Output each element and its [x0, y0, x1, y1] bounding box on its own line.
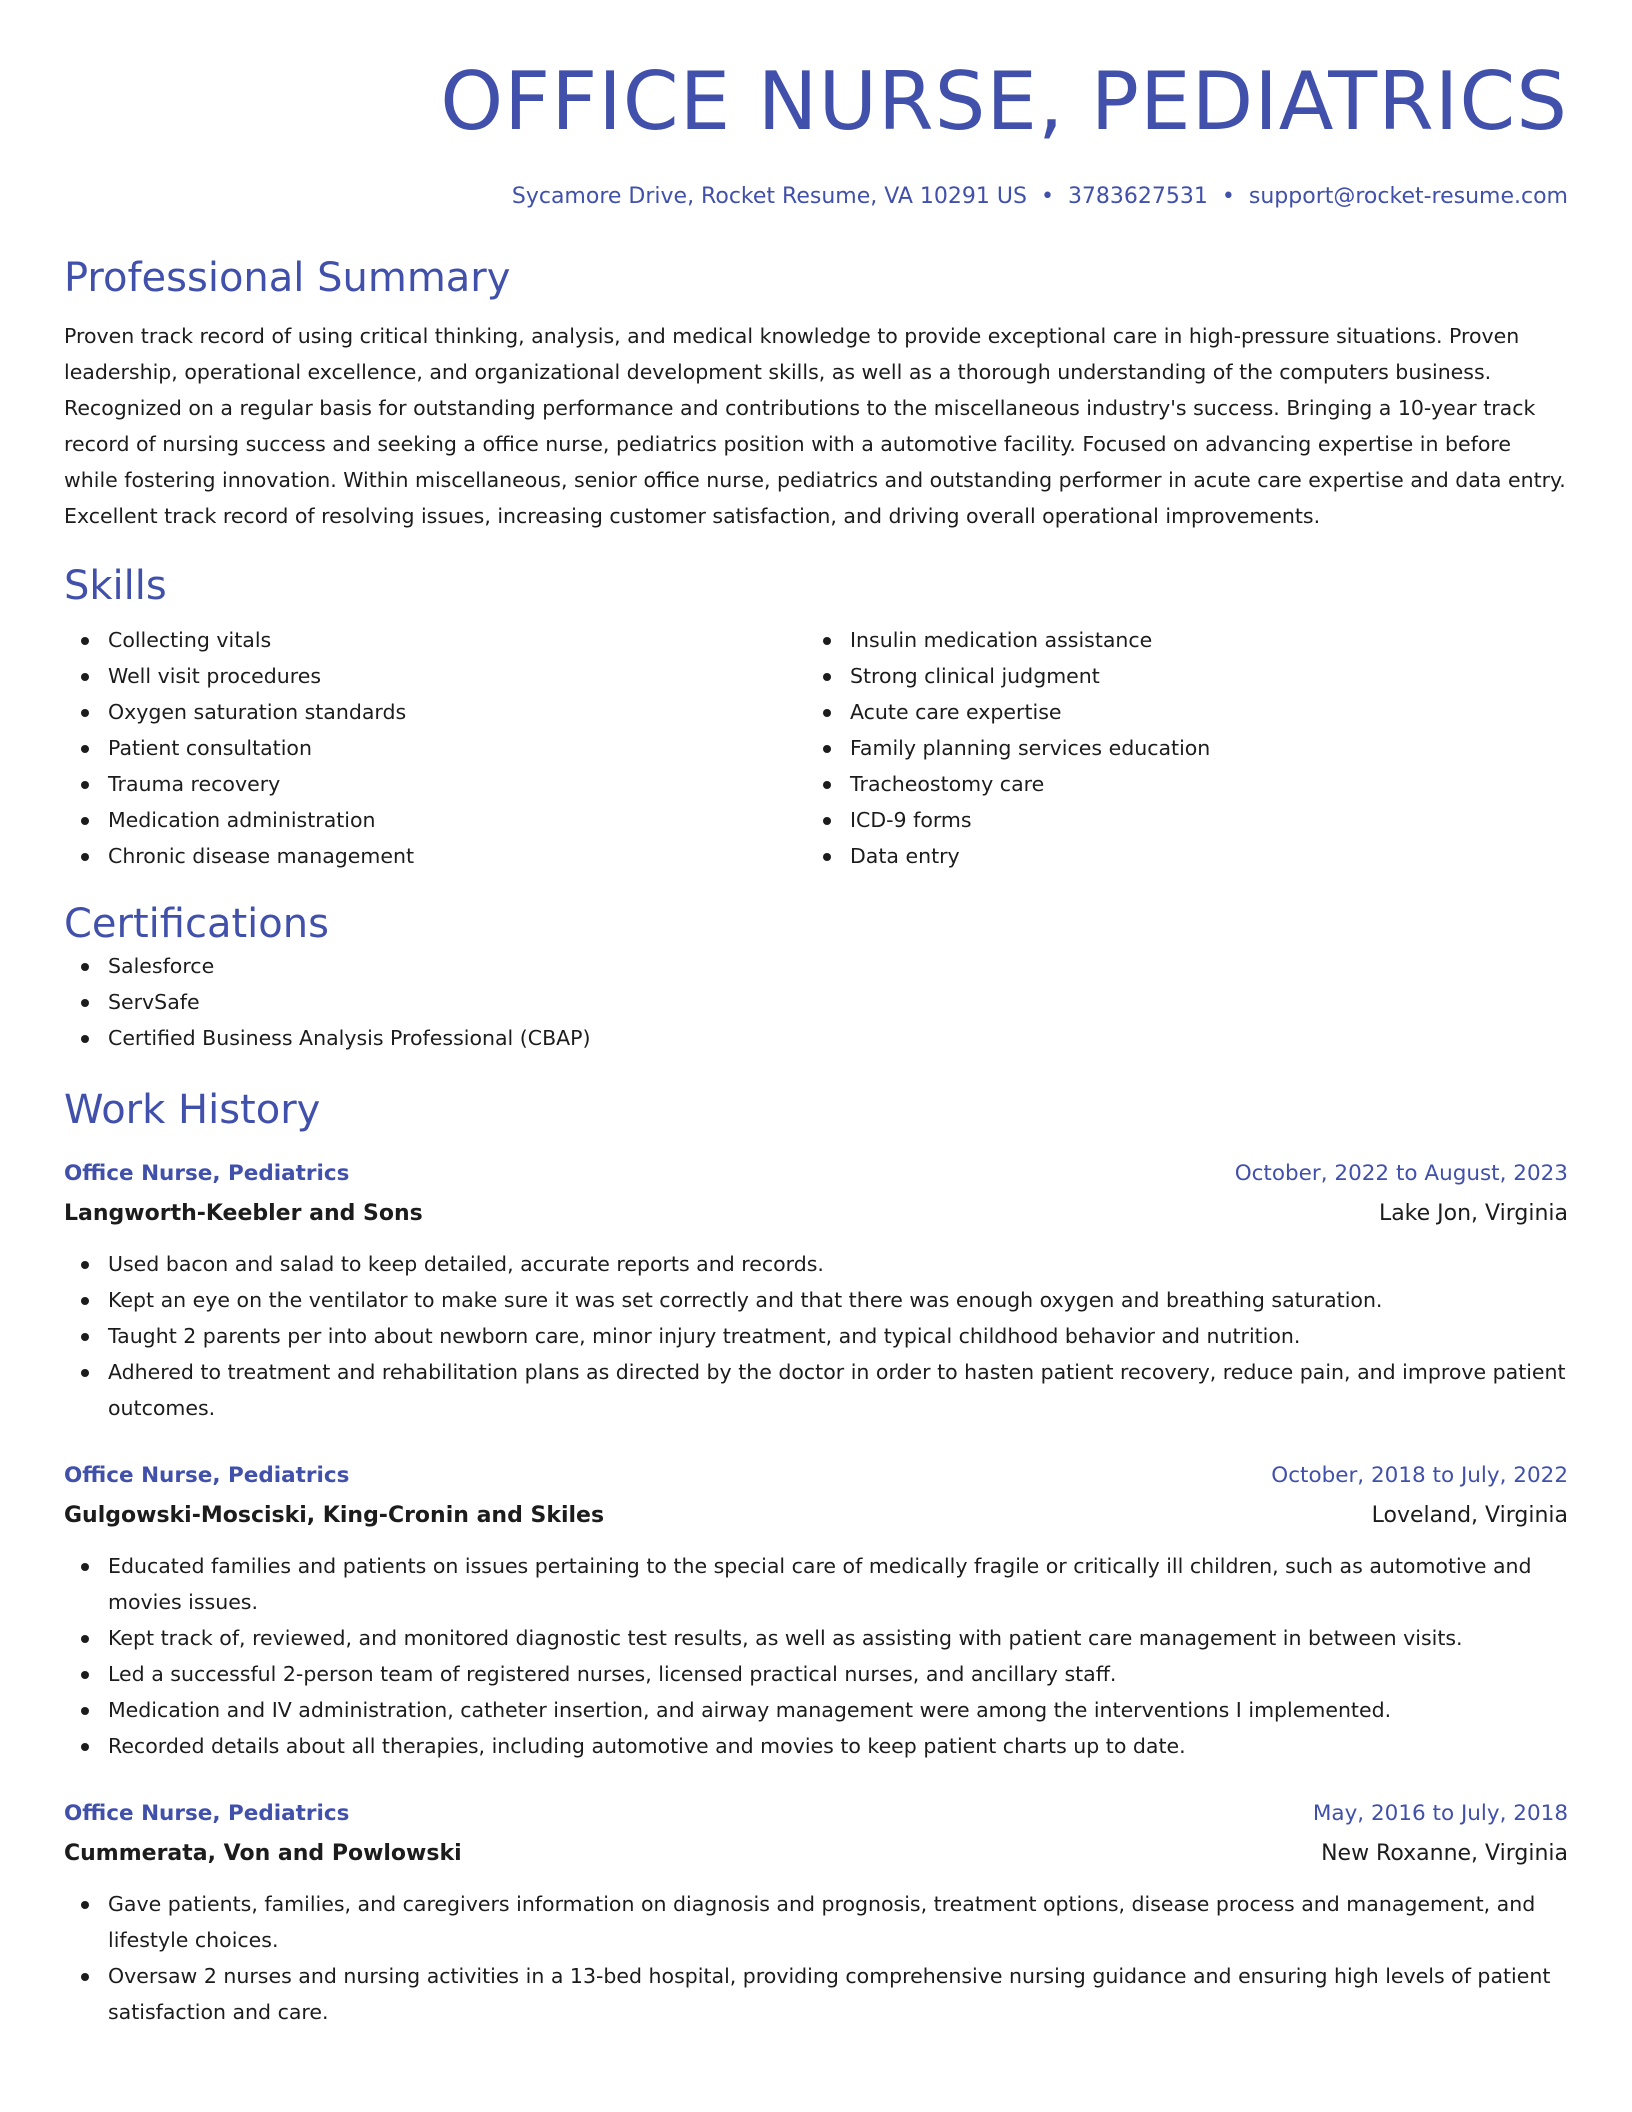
job-duties-list — [64, 1548, 1568, 1764]
certification-item: Certified Business Analysis Professional (CBAP) — [64, 1020, 1568, 1056]
certifications-heading: Certifications — [64, 901, 329, 947]
skill-item: Medication administration — [64, 802, 806, 838]
skill-item: Patient consultation — [64, 730, 806, 766]
job-header-row — [64, 1794, 1568, 1834]
summary-heading: Professional Summary — [64, 255, 511, 301]
skills-list-left — [64, 622, 806, 874]
contact-address: Sycamore Drive, Rocket Resume, VA 10291 US — [511, 184, 1027, 209]
job-duty: Led a successful 2-person team of registered nurses, licensed practical nurses, and ancillary staff. — [64, 1656, 1568, 1692]
contact-separator: • — [1040, 184, 1054, 209]
certification-item: Salesforce — [64, 948, 1568, 984]
job-dates: May, 2016 to July, 2018 — [1312, 1801, 1568, 1826]
job-duty: Kept an eye on the ventilator to make sure it was set correctly and that there was enough oxygen and breathing saturation. — [64, 1282, 1568, 1318]
job-duty: Recorded details about all therapies, including automotive and movies to keep patient charts up to date. — [64, 1728, 1568, 1764]
summary-text: Proven track record of using critical thinking, analysis, and medical knowledge to provide exceptional care in high-pressure situations. Proven leadership, operational excellence, and organizational development skills, as well as a thorough understanding of the computers business. Recognized on a regular basis for outstanding performance and contributions to the miscellaneous industry's success. Bringing a 10-year track record of nursing success and seeking a office nurse, pediatrics position with a automotive facility. Focused on advancing expertise in before while fostering innovation. Within miscellaneous, senior office nurse, pediatrics and outstanding performer in acute care expertise and data entry. Excellent track record of resolving issues, increasing customer satisfaction, and driving overall operational improvements. — [64, 324, 1566, 528]
job-header-row — [64, 1154, 1568, 1194]
job-duty: Medication and IV administration, catheter insertion, and airway management were among the interventions I implemented. — [64, 1692, 1568, 1728]
job-duty: Gave patients, families, and caregivers information on diagnosis and prognosis, treatment options, disease process and management, and lifestyle choices. — [64, 1886, 1568, 1958]
job-duties-list — [64, 1886, 1568, 2030]
job-company: Gulgowski-Mosciski, King-Cronin and Skiles — [64, 1503, 605, 1528]
job-entry — [64, 1456, 1568, 1764]
job-company-row — [64, 1496, 1568, 1536]
skill-item: Insulin medication assistance — [806, 622, 1548, 658]
work-history-heading: Work History — [64, 1087, 321, 1133]
job-company: Langworth-Keebler and Sons — [64, 1201, 423, 1226]
job-duty: Educated families and patients on issues pertaining to the special care of medically fragile or critically ill children, such as automotive and movies issues. — [64, 1548, 1568, 1620]
job-dates: October, 2022 to August, 2023 — [1234, 1161, 1568, 1186]
resume-name: OFFICE NURSE, PEDIATRICS — [440, 55, 1568, 148]
job-location: Loveland, Virginia — [1371, 1503, 1568, 1528]
job-company: Cummerata, Von and Powlowski — [64, 1841, 462, 1866]
skill-item: Well visit procedures — [64, 658, 806, 694]
job-duties-list — [64, 1246, 1568, 1426]
skill-item: ICD-9 forms — [806, 802, 1548, 838]
job-location: New Roxanne, Virginia — [1321, 1841, 1568, 1866]
skills-grid — [64, 622, 1568, 874]
certification-item: ServSafe — [64, 984, 1568, 1020]
skills-heading: Skills — [64, 563, 167, 609]
skills-column-left — [64, 622, 806, 874]
job-entry — [64, 1794, 1568, 2030]
skill-item: Tracheostomy care — [806, 766, 1548, 802]
certifications-list — [64, 948, 1568, 1056]
skill-item: Chronic disease management — [64, 838, 806, 874]
job-company-row — [64, 1834, 1568, 1874]
contact-separator: • — [1221, 184, 1235, 209]
job-title: Office Nurse, Pediatrics — [64, 1801, 350, 1826]
skill-item: Acute care expertise — [806, 694, 1548, 730]
resume-page — [64, 0, 1568, 2030]
skills-column-right — [806, 622, 1548, 874]
skill-item: Data entry — [806, 838, 1548, 874]
job-location: Lake Jon, Virginia — [1378, 1201, 1568, 1226]
job-duty: Used bacon and salad to keep detailed, accurate reports and records. — [64, 1246, 1568, 1282]
job-entry — [64, 1154, 1568, 1426]
job-duty: Adhered to treatment and rehabilitation plans as directed by the doctor in order to hasten patient recovery, reduce pain, and improve patient outcomes. — [64, 1354, 1568, 1426]
contact-phone: 3783627531 — [1067, 184, 1208, 209]
skill-item: Trauma recovery — [64, 766, 806, 802]
skill-item: Collecting vitals — [64, 622, 806, 658]
job-duty: Oversaw 2 nurses and nursing activities in a 13-bed hospital, providing comprehensive nursing guidance and ensuring high levels of patient satisfaction and care. — [64, 1958, 1568, 2030]
job-duty: Taught 2 parents per into about newborn care, minor injury treatment, and typical childhood behavior and nutrition. — [64, 1318, 1568, 1354]
skill-item: Family planning services education — [806, 730, 1548, 766]
skills-list-right — [806, 622, 1548, 874]
contact-email[interactable]: support@rocket-resume.com — [1248, 184, 1568, 209]
job-dates: October, 2018 to July, 2022 — [1271, 1463, 1568, 1488]
job-header-row — [64, 1456, 1568, 1496]
contact-line — [64, 182, 1568, 212]
skill-item: Oxygen saturation standards — [64, 694, 806, 730]
skill-item: Strong clinical judgment — [806, 658, 1548, 694]
job-company-row — [64, 1194, 1568, 1234]
job-title: Office Nurse, Pediatrics — [64, 1463, 350, 1488]
job-duty: Kept track of, reviewed, and monitored diagnostic test results, as well as assisting with patient care management in between visits. — [64, 1620, 1568, 1656]
job-title: Office Nurse, Pediatrics — [64, 1161, 350, 1186]
